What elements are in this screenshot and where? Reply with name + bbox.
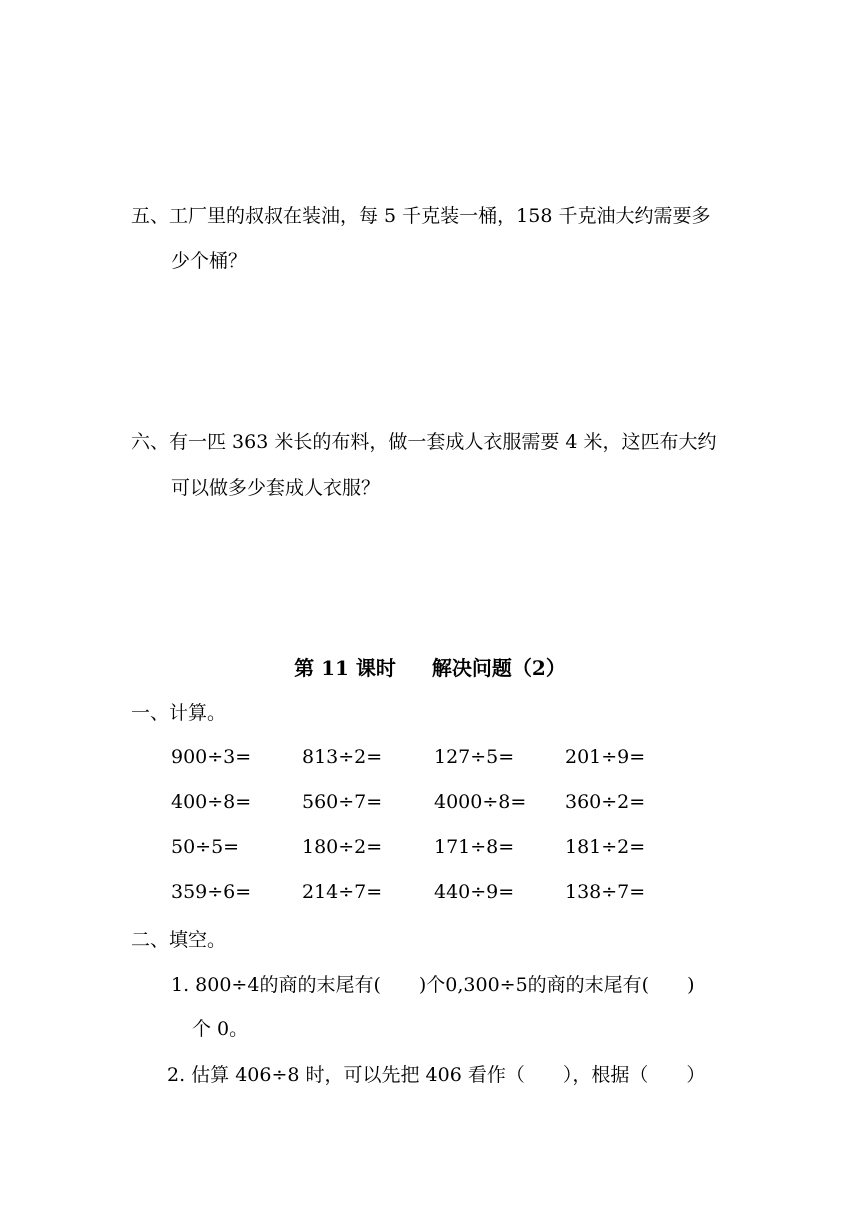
calculation-item: 4000÷8=	[434, 791, 527, 813]
calculation-item: 180÷2=	[302, 836, 383, 858]
calculation-item: 171÷8=	[434, 836, 515, 858]
calculation-grid	[171, 748, 731, 928]
fill-item-1-line-2: 个 0。	[192, 1018, 249, 1040]
section-2-heading: 二、填空。	[131, 929, 227, 951]
section-1-heading: 一、计算。	[131, 702, 227, 724]
fill-item-1-line-1: 1. 800÷4的商的末尾有( )个0,300÷5的商的末尾有( )	[171, 974, 695, 996]
calculation-item: 813÷2=	[302, 746, 383, 768]
question-5-line-2: 少个桶？	[171, 250, 248, 272]
calculation-item: 201÷9=	[565, 746, 646, 768]
calculation-item: 214÷7=	[302, 881, 383, 903]
calculation-row	[171, 838, 731, 883]
fill-item-2-line-1: 2. 估算 406÷8 时，可以先把 406 看作（ ），根据（ ）	[167, 1064, 706, 1086]
lesson-topic: 解决问题（2）	[431, 656, 566, 680]
calculation-item: 359÷6=	[171, 881, 252, 903]
calculation-row	[171, 748, 731, 793]
calculation-row	[171, 793, 731, 838]
lesson-number: 第 11 课时	[294, 656, 396, 680]
lesson-title	[0, 658, 860, 678]
calculation-item: 127÷5=	[434, 746, 515, 768]
question-5-line-1: 五、工厂里的叔叔在装油，每 5 千克装一桶，158 千克油大约需要多	[131, 205, 711, 227]
calculation-item: 900÷3=	[171, 746, 252, 768]
calculation-item: 138÷7=	[565, 881, 646, 903]
calculation-item: 181÷2=	[565, 836, 646, 858]
calculation-item: 50÷5=	[171, 836, 240, 858]
question-6-line-1: 六、有一匹 363 米长的布料，做一套成人衣服需要 4 米，这匹布大约	[131, 431, 717, 453]
calculation-item: 440÷9=	[434, 881, 515, 903]
calculation-row	[171, 883, 731, 928]
calculation-item: 560÷7=	[302, 791, 383, 813]
calculation-item: 400÷8=	[171, 791, 252, 813]
calculation-item: 360÷2=	[565, 791, 646, 813]
question-6-line-2: 可以做多少套成人衣服？	[171, 477, 381, 499]
